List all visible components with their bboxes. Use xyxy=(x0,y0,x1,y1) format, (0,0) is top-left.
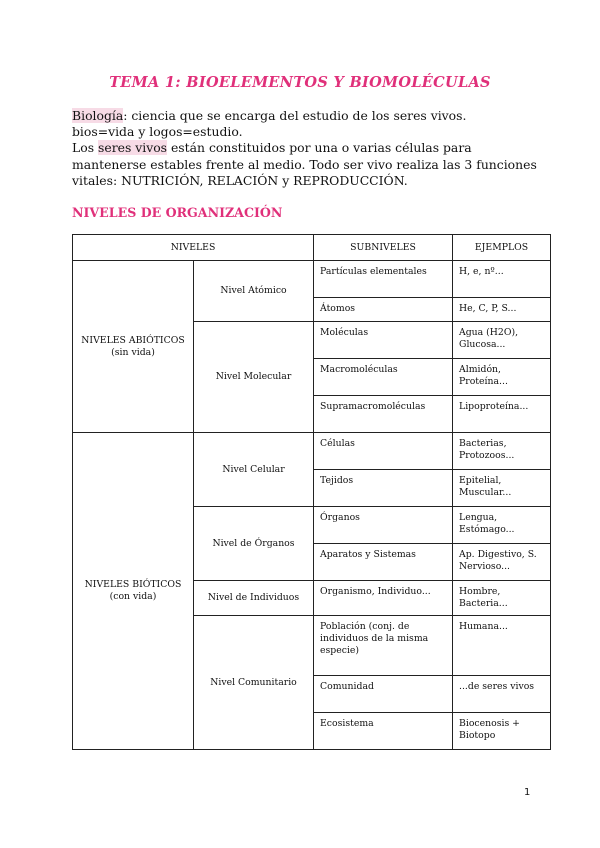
subnivel-cell: Población (conj. de individuos de la misma especie) xyxy=(314,616,453,676)
ejemplo-cell: Humana... xyxy=(453,616,551,676)
subnivel-cell: Supramacromoléculas xyxy=(314,396,453,433)
abioticos-cell: NIVELES ABIÓTICOS (sin vida) xyxy=(73,261,194,433)
biologia-definition xyxy=(72,108,542,124)
ejemplo-cell: H, e, nº... xyxy=(453,261,551,298)
nivel-comunitario: Nivel Comunitario xyxy=(194,616,314,750)
subnivel-cell: Aparatos y Sistemas xyxy=(314,544,453,581)
nivel-individuos: Nivel de Individuos xyxy=(194,581,314,616)
seres-post: están constituidos por una o varias células para mantenerse estables frente al medio. Todo ser vivo realiza las 3 funciones vitales: NUTRICIÓN, RELACIÓN y REPRODUCCIÓN. xyxy=(72,140,537,188)
seres-pre: Los xyxy=(72,140,98,156)
seres-vivos-term: seres vivos xyxy=(98,140,168,156)
subnivel-cell: Comunidad xyxy=(314,676,453,713)
ejemplo-cell: Biocenosis + Biotopo xyxy=(453,713,551,750)
subnivel-cell: Macromoléculas xyxy=(314,359,453,396)
section-heading: NIVELES DE ORGANIZACIÓN xyxy=(72,205,283,220)
nivel-molecular: Nivel Molecular xyxy=(194,322,314,433)
ejemplo-cell: Almidón, Proteína... xyxy=(453,359,551,396)
header-ejemplos: EJEMPLOS xyxy=(453,235,551,261)
subnivel-cell: Células xyxy=(314,433,453,470)
ejemplo-cell: He, C, P, S... xyxy=(453,298,551,322)
nivel-celular: Nivel Celular xyxy=(194,433,314,507)
ejemplo-cell: Hombre, Bacteria... xyxy=(453,581,551,616)
ejemplo-cell: ...de seres vivos xyxy=(453,676,551,713)
subnivel-cell: Moléculas xyxy=(314,322,453,359)
page-title: TEMA 1: BIOELEMENTOS Y BIOMOLÉCULAS xyxy=(109,74,491,91)
subnivel-cell: Organismo, Individuo... xyxy=(314,581,453,616)
header-niveles: NIVELES xyxy=(73,235,314,261)
table-row xyxy=(73,261,551,298)
table-header-row xyxy=(73,235,551,261)
ejemplo-cell: Bacterias, Protozoos... xyxy=(453,433,551,470)
ejemplo-cell: Epitelial, Muscular... xyxy=(453,470,551,507)
subnivel-cell: Átomos xyxy=(314,298,453,322)
ejemplo-cell: Lipoproteína... xyxy=(453,396,551,433)
header-subniveles: SUBNIVELES xyxy=(314,235,453,261)
ejemplo-cell: Agua (H2O), Glucosa... xyxy=(453,322,551,359)
intro-text xyxy=(72,108,542,189)
niveles-table xyxy=(72,234,551,750)
etimologia: bios=vida y logos=estudio. xyxy=(72,124,243,140)
bioticos-cell: NIVELES BIÓTICOS (con vida) xyxy=(73,433,194,750)
subnivel-cell: Órganos xyxy=(314,507,453,544)
subnivel-cell: Ecosistema xyxy=(314,713,453,750)
nivel-organos: Nivel de Órganos xyxy=(194,507,314,581)
biologia-def-text: : ciencia que se encarga del estudio de los seres vivos. xyxy=(123,108,467,123)
seres-vivos-paragraph xyxy=(72,140,542,189)
ejemplo-cell: Lengua, Estómago... xyxy=(453,507,551,544)
table-row xyxy=(73,433,551,470)
ejemplo-cell: Ap. Digestivo, S. Nervioso... xyxy=(453,544,551,581)
page-number: 1 xyxy=(524,787,531,798)
biologia-term: Biología xyxy=(72,108,124,123)
subnivel-cell: Partículas elementales xyxy=(314,261,453,298)
nivel-atomico: Nivel Atómico xyxy=(194,261,314,322)
subnivel-cell: Tejidos xyxy=(314,470,453,507)
